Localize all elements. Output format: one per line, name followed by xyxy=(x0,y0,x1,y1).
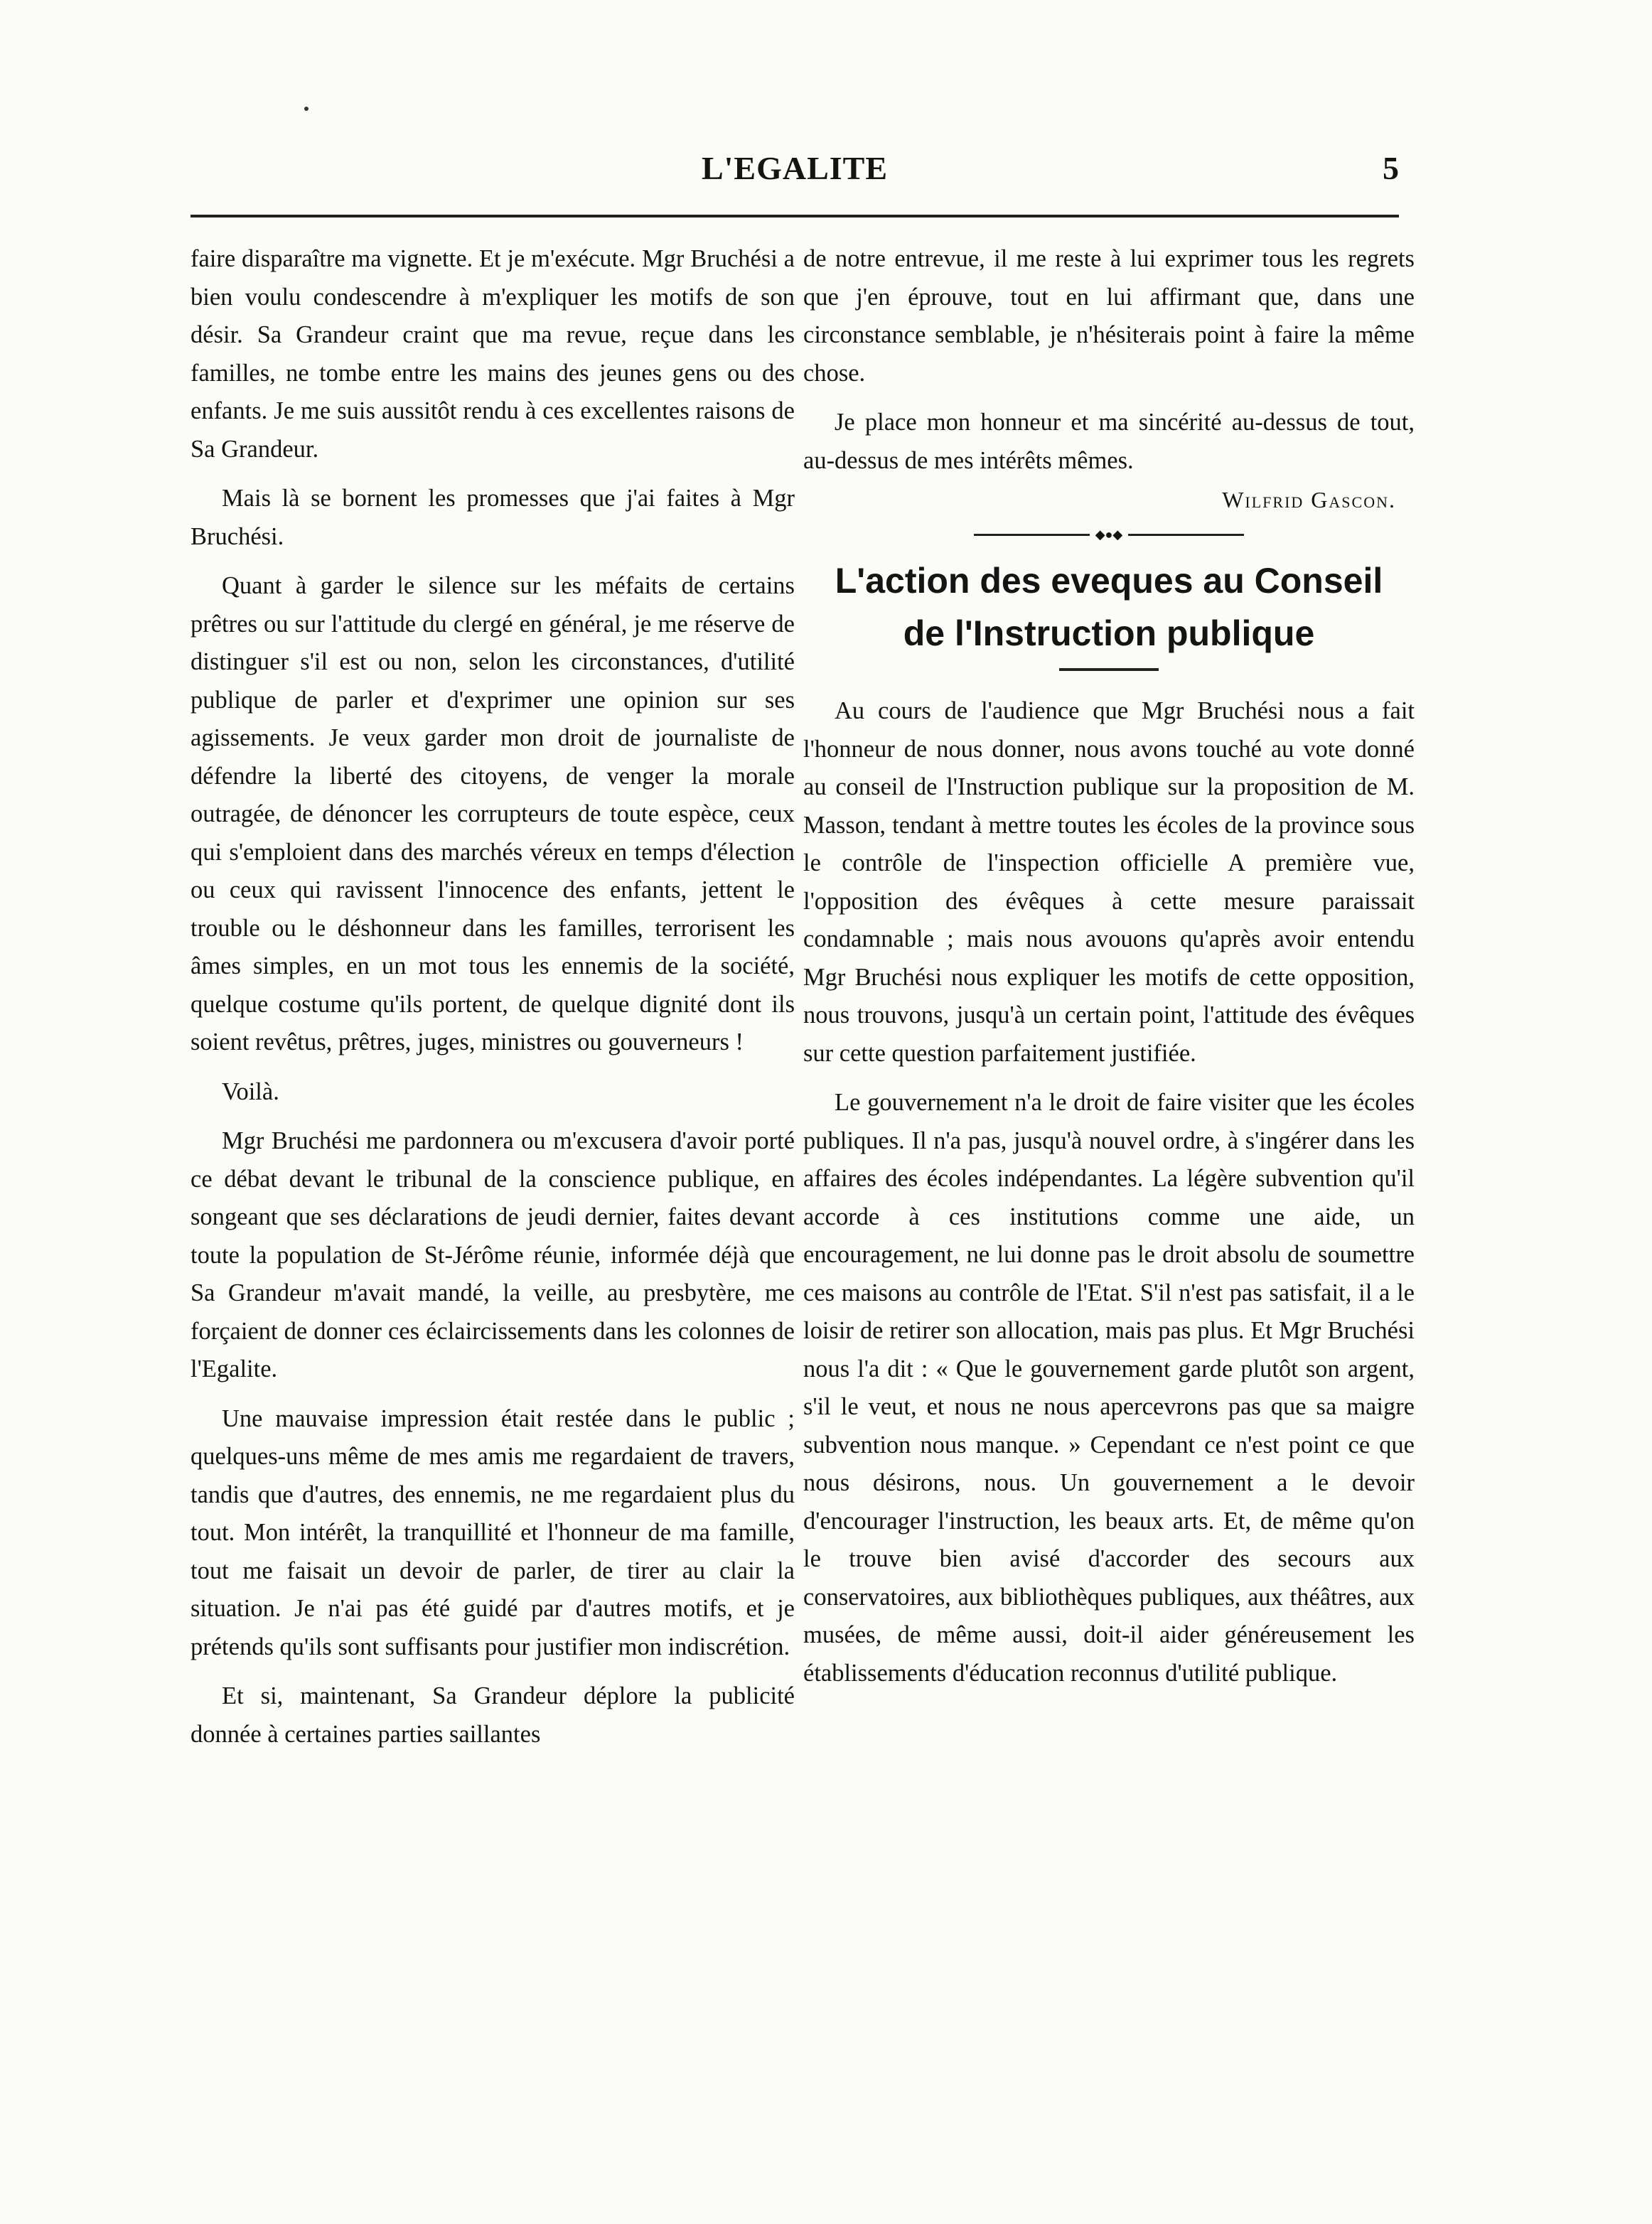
paragraph: Mais là se bornent les promesses que j'ai faites à Mgr Bruchési. xyxy=(191,485,795,550)
section-ornament: ◆●◆ xyxy=(974,529,1244,540)
paragraph: Mgr Bruchési me pardonnera ou m'excusera d'avoir porté ce débat devant le tribunal de la conscience publique, en songeant que ses déclarations de jeudi dernier, faites devant toute la population de St-Jérôme réunie, informée déjà que Sa Grandeur m'avait mandé, la veille, au presbytère, me forçaient de donner ces éclaircissements dans les colonnes de l'Egalite. xyxy=(191,1127,795,1382)
paragraph: faire disparaître ma vignette. Et je m'exécute. Mgr Bruchési a bien voulu condescendre à m'expliquer les motifs de son désir. Sa Grandeur craint que ma revue, reçue dans les familles, ne tombe entre les mains des jeunes gens ou des enfants. Je me suis aussitôt rendu à ces excellentes raisons de Sa Grandeur. xyxy=(191,245,795,463)
author-signature: Wilfrid Gascon. xyxy=(1222,487,1396,512)
newspaper-title: L'EGALITE xyxy=(701,150,889,186)
paragraph: Je place mon honneur et ma sincérité au-dessus de tout, au-dessus de mes intérêts mêmes. xyxy=(803,409,1415,474)
paragraph: Une mauvaise impression était restée dans le public ; quelques-uns même de mes amis me regardaient de travers, tandis que d'autres, des ennemis, ne me regardaient plus du tout. Mon intérêt, la tranquillité et l'honneur de ma famille, tout me faisait un devoir de parler, de tirer au clair la situation. Je n'ai pas été guidé par d'autres motifs, et je prétends qu'ils sont suffisants pour justifier mon indiscrétion. xyxy=(191,1404,795,1660)
speck-mark xyxy=(304,107,309,111)
article-paragraph: Au cours de l'audience que Mgr Bruchési nous a fait l'honneur de nous donner, nous avons touché au vote donné au conseil de l'Instruction publique sur la proposition de M. Masson, tendant à mettre toutes les écoles de la province sous le contrôle de l'inspection officielle A première vue, l'opposition des évêques à cette mesure paraissait condamnable ; mais nous avouons qu'après avoir entendu Mgr Bruchési nous expliquer les motifs de cette opposition, nous trouvons, jusqu'à un certain point, l'attitude des évêques sur cette question parfaitement justifiée. xyxy=(803,697,1415,1067)
article-paragraph: Le gouvernement n'a le droit de faire visiter que les écoles publiques. Il n'a pas, jusqu'à nouvel ordre, à s'ingérer dans les affaires des écoles indépendantes. La légère subvention qu'il accorde à ces institutions comme une aide, un encouragement, ne lui donne pas le droit absolu de soumettre ces maisons au contrôle de l'Etat. S'il n'est pas satisfait, il a le loisir de retirer son allocation, mais pas plus. Et Mgr Bruchési nous l'a dit : « Que le gouvernement garde plutôt son argent, s'il le veut, et nous ne nous apercevrons pas que sa maigre subvention nous manque. » Cependant ce n'est point ce que nous désirons, nous. Un gouvernement a le devoir d'encourager l'instruction, les beaux arts. Et, de même qu'on le trouve bien avisé d'accorder des secours aux conservatoires, aux bibliothèques publiques, aux théâtres, aux musées, de même aussi, doit-il aider généreusement les établissements d'éducation reconnus d'utilité publique. xyxy=(803,1089,1415,1687)
paragraph: de notre entrevue, il me reste à lui exprimer tous les regrets que j'en éprouve, tout en lui affirmant que, dans une circonstance semblable, je n'hésiterais point à faire la même chose. xyxy=(803,245,1415,387)
headline-rule xyxy=(1059,668,1159,671)
page-number: 5 xyxy=(1383,150,1399,186)
paragraph: Et si, maintenant, Sa Grandeur déplore la publicité donnée à certaines parties saillantes xyxy=(191,1682,795,1748)
paragraph: Voilà. xyxy=(222,1078,279,1105)
paragraph: Quant à garder le silence sur les méfaits de certains prêtres ou sur l'attitude du clergé en général, je me réserve de distinguer s'il est ou non, selon les circonstances, d'utilité publique de parler et d'exprimer une opinion sur ses agissements. Je veux garder mon droit de journaliste de défendre la liberté des citoyens, de venger la morale outragée, de dénoncer les corrupteurs de toute espèce, ceux qui s'emploient dans des marchés véreux en temps d'élection ou ceux qui ravissent l'innocence des enfants, jettent le trouble ou le déshonneur dans les familles, terrorisent les âmes simples, en un mot tous les ennemis de la société, quelque costume qu'ils portent, de quelque dignité dont ils soient revêtus, prêtres, juges, ministres ou gouverneurs ! xyxy=(191,572,795,1055)
headline-line: L'action des eveques au Conseil xyxy=(835,561,1383,601)
headline-line: de l'Instruction publique xyxy=(903,613,1315,653)
right-column xyxy=(803,240,1415,1704)
page-header xyxy=(191,142,1399,199)
article-headline xyxy=(803,554,1415,660)
header-rule xyxy=(191,215,1399,217)
left-column xyxy=(191,240,795,1765)
